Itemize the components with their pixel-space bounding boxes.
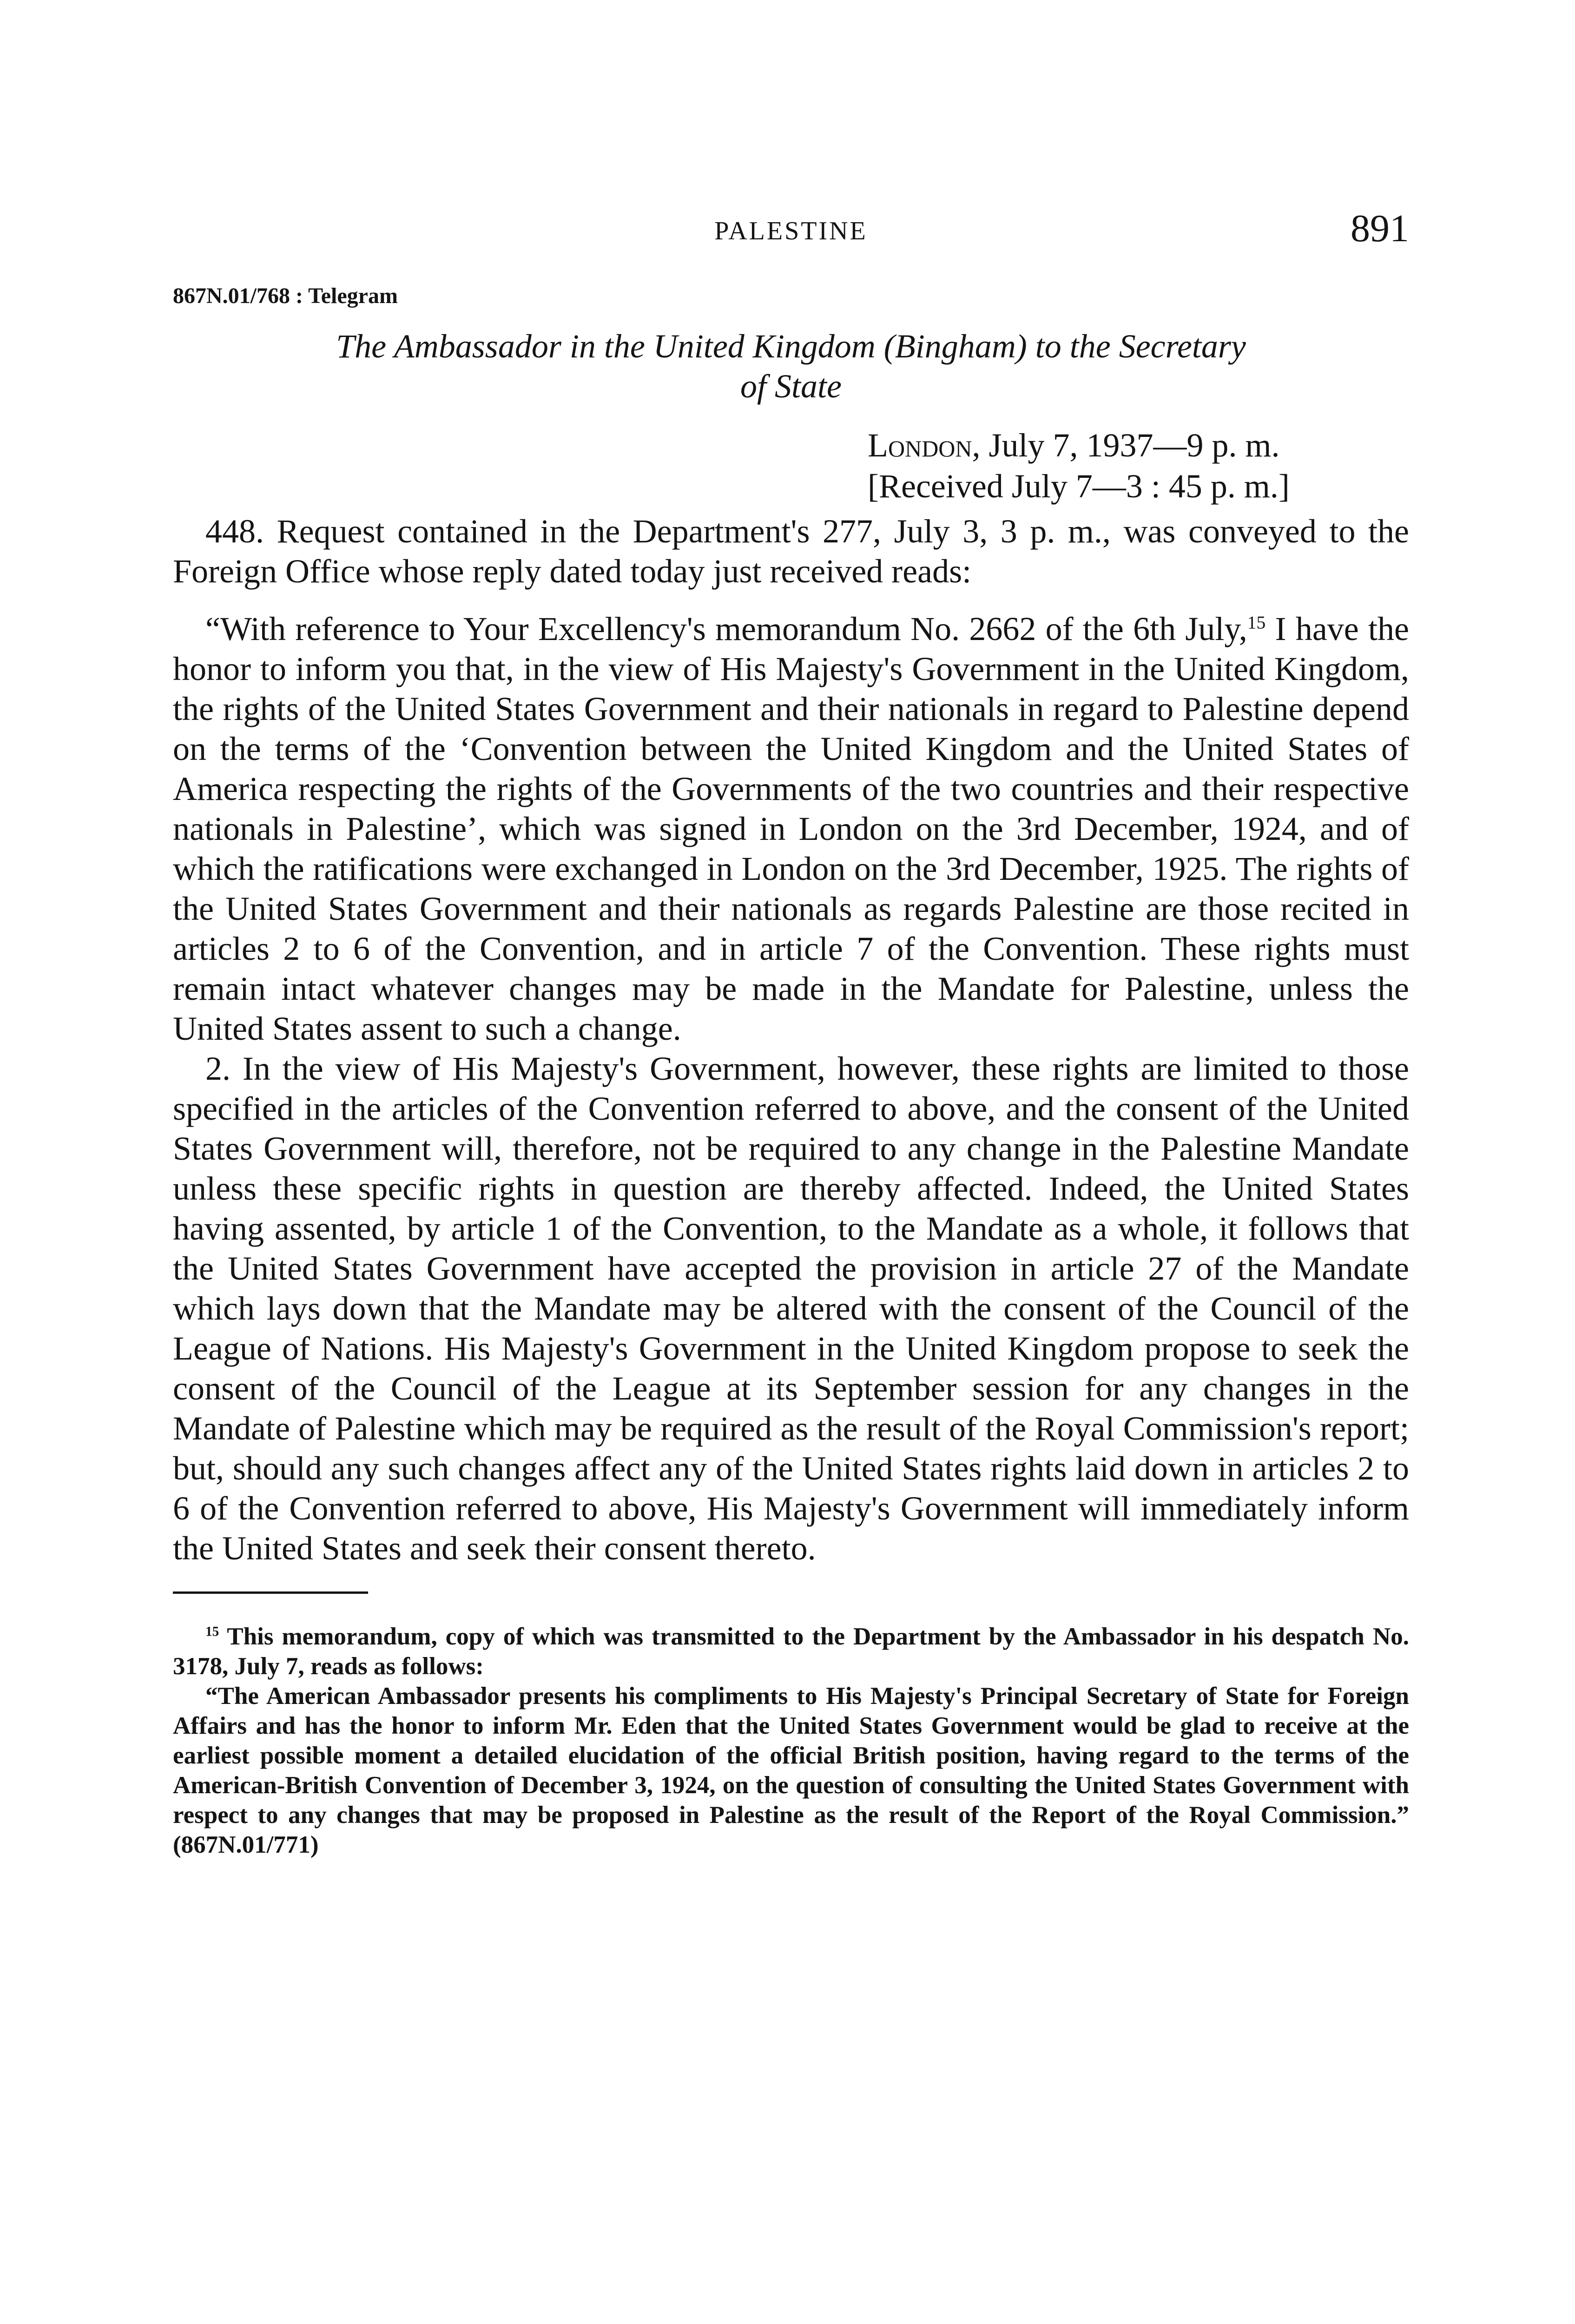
footnote-marker: 15 (205, 1624, 219, 1639)
paragraph-2 (173, 609, 1409, 1049)
dateline-sent (868, 425, 1409, 466)
paragraph-3: 2. In the view of His Majesty's Government, however, these rights are limited to those specified in the articles of the Convention referred to above, and the consent of the United States Government will, therefore, not be required to any change in the Palestine Mandate unless these specific rights in question are thereby affected. Indeed, the United States having assented, by article 1 of the Convention, to the Mandate as a whole, it follows that the United States Government have accepted the provision in article 27 of the Mandate which lays down that the Mandate may be altered with the consent of the Council of the League of Nations. His Majesty's Government in the United Kingdom propose to seek the consent of the Council of the League at its September session for any changes in the Mandate of Palestine which may be required as the result of the Royal Commission's report; but, should any such changes affect any of the United States rights laid down in articles 2 to 6 of the Convention referred to above, His Majesty's Government will immediately inform the United States and seek their consent thereto. (173, 1050, 1409, 1567)
footnotes (173, 1622, 1409, 1860)
dateline (868, 425, 1409, 507)
document-heading (173, 326, 1409, 406)
footnote-reference: 15 (1247, 612, 1266, 633)
document-page (173, 207, 1409, 1860)
paragraph-1: 448. Request contained in the Department's 277, July 3, 3 p. m., was conveyed to the Foreign Office whose reply dated today just received reads: (173, 513, 1409, 590)
dateline-received: [Received July 7—3 : 45 p. m.] (868, 468, 1290, 505)
footnote-15 (173, 1622, 1409, 1681)
heading-line-1: The Ambassador in the United Kingdom (Bingham) to the Secretary (336, 328, 1246, 365)
paragraph-2-rest: I have the honor to inform you that, in the view of His Majesty's Government in the United Kingdom, the rights of the United States Government and their nationals in regard to Palestine depend on the terms of the ‘Convention between the United Kingdom and the United States of America respecting the rights of the Governments of the two countries and their respective nationals in Palestine’, which was signed in London on the 3rd December, 1924, and of which the ratifications were exchanged in London on the 3rd December, 1925. The rights of the United States Government and their nationals as regards Palestine are those recited in articles 2 to 6 of the Convention, and in article 7 of the Convention. These rights must remain intact whatever changes may be made in the Mandate for Palestine, unless the United States assent to such a change. (173, 610, 1409, 1047)
document-reference: 867N.01/768 : Telegram (173, 284, 398, 308)
running-header (173, 207, 1409, 258)
telegram-body (173, 511, 1409, 1568)
footnote-15-quote: “The American Ambassador presents his compliments to His Majesty's Principal Secretary of State for Foreign Affairs and has the honor to inform Mr. Eden that the United States Government would be glad to receive at the earliest possible moment a detailed elucidation of the official British position, having regard to the terms of the American-British Convention of December 3, 1924, on the question of consulting the United States Government with respect to any changes that may be proposed in Palestine as the result of the Report of the Royal Commission.” (867N.01/771) (173, 1683, 1409, 1858)
footnote-15-text: This memorandum, copy of which was transmitted to the Department by the Ambassador in his despatch No. 3178, July 7, reads as follows: (173, 1623, 1409, 1680)
running-title: PALESTINE (714, 217, 868, 245)
page-number: 891 (1351, 207, 1409, 250)
dateline-place: London (868, 427, 972, 464)
dateline-date: , July 7, 1937—9 p. m. (972, 427, 1280, 464)
paragraph-2-start: “With reference to Your Excellency's memorandum No. 2662 of the 6th July, (205, 610, 1247, 647)
footnote-rule (173, 1591, 368, 1594)
heading-line-2: of State (740, 368, 842, 405)
